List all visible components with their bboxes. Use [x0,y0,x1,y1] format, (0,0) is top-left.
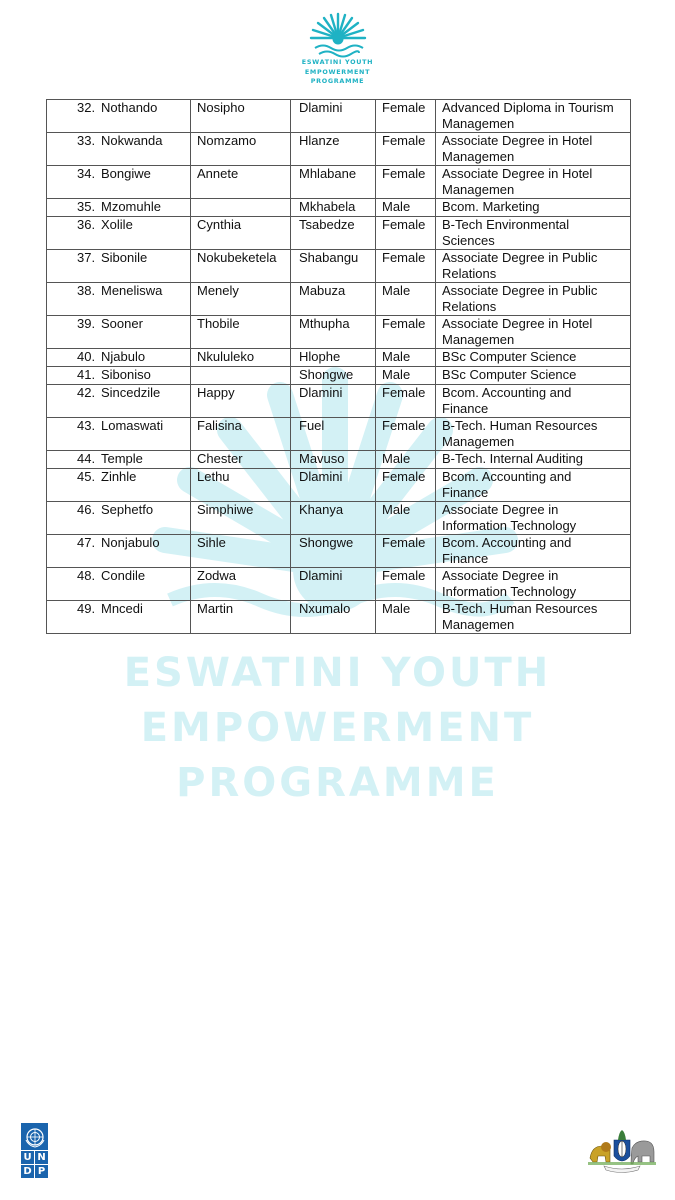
second-name: Zodwa [191,568,291,601]
second-name: Menely [191,283,291,316]
table-row [47,166,631,199]
table-row [47,568,631,601]
gender: Male [376,349,436,367]
first-name: Siboniso [101,367,151,382]
surname: Mhlabane [291,166,376,199]
surname: Nxumalo [291,601,376,634]
qualification-line-2: Managemen [442,332,515,347]
watermark-line-1: ESWATINI YOUTH [123,650,552,696]
qualification-line-1: Associate Degree in Hotel [442,316,593,331]
name-cell [47,283,191,316]
qualification-line-2: Relations [442,299,497,314]
gender: Female [376,568,436,601]
row-number: 37. [77,250,96,265]
first-name: Sibonile [101,250,148,265]
watermark-line-2: EMPOWERMENT [140,705,535,751]
surname: Dlamini [291,385,376,418]
surname: Mabuza [291,283,376,316]
second-name [191,199,291,217]
qualification [436,469,631,502]
qualification-line-1: Associate Degree in [442,502,559,517]
qualification-line-1: Associate Degree in [442,568,559,583]
surname: Hlophe [291,349,376,367]
qualification [436,451,631,469]
undp-letter-d: D [21,1165,34,1178]
undp-letter-n: N [35,1151,48,1164]
surname: Shongwe [291,367,376,385]
gender: Male [376,502,436,535]
qualification [436,166,631,199]
qualification-line-2: Managemen [442,617,515,632]
gender: Male [376,199,436,217]
name-cell [47,385,191,418]
name-cell [47,316,191,349]
qualification-line-2: Finance [442,551,489,566]
watermark-text [0,646,675,811]
qualification-line-2: Finance [442,485,489,500]
name-cell [47,502,191,535]
row-number: 46. [77,502,96,517]
gender: Female [376,100,436,133]
row-number: 49. [77,601,96,616]
first-name: Meneliswa [101,283,163,298]
qualification-line-1: Advanced Diploma in Tourism [442,100,614,115]
row-number: 38. [77,283,96,298]
qualification [436,601,631,634]
qualification-line-1: Bcom. Marketing [442,199,540,214]
qualification [436,367,631,385]
row-number: 48. [77,568,96,583]
qualification-line-1: Bcom. Accounting and [442,469,572,484]
name-cell [47,568,191,601]
gender: Female [376,217,436,250]
second-name: Nkululeko [191,349,291,367]
second-name: Lethu [191,469,291,502]
second-name: Annete [191,166,291,199]
qualification-line-1: B-Tech. Human Resources [442,418,598,433]
qualification [436,250,631,283]
name-cell [47,100,191,133]
qualification-line-2: Information Technology [442,584,577,599]
qualification-line-2: Managemen [442,149,515,164]
table-row [47,250,631,283]
qualification-line-2: Finance [442,401,489,416]
name-cell [47,418,191,451]
first-name: Nokwanda [101,133,163,148]
qualification-line-2: Managemen [442,182,515,197]
table-row [47,199,631,217]
qualification-line-1: BSc Computer Science [442,349,577,364]
second-name [191,367,291,385]
first-name: Sooner [101,316,143,331]
table-row [47,283,631,316]
surname: Shongwe [291,535,376,568]
name-cell [47,199,191,217]
name-cell [47,367,191,385]
second-name: Nosipho [191,100,291,133]
table-row [47,133,631,166]
qualification [436,418,631,451]
qualification-line-1: B-Tech Environmental [442,217,570,232]
qualification-line-1: Bcom. Accounting and [442,535,572,550]
first-name: Njabulo [101,349,146,364]
name-cell [47,250,191,283]
gender: Female [376,316,436,349]
gender: Female [376,535,436,568]
undp-letter-p: P [35,1165,48,1178]
qualification-line-1: B-Tech. Internal Auditing [442,451,583,466]
row-number: 45. [77,469,96,484]
qualification-line-2: Managemen [442,116,515,131]
row-number: 44. [77,451,96,466]
qualification-line-2: Sciences [442,233,495,248]
second-name: Chester [191,451,291,469]
qualification-line-1: Associate Degree in Hotel [442,166,593,181]
table-row [47,601,631,634]
second-name: Sihle [191,535,291,568]
qualification-line-1: Associate Degree in Public [442,283,598,298]
surname: Fuel [291,418,376,451]
gender: Female [376,469,436,502]
row-number: 35. [77,199,96,214]
second-name: Nomzamo [191,133,291,166]
row-number: 39. [77,316,96,331]
qualification [436,217,631,250]
surname: Dlamini [291,100,376,133]
table-row [47,502,631,535]
second-name: Falisina [191,418,291,451]
first-name: Xolile [101,217,133,232]
name-cell [47,349,191,367]
undp-logo [21,1123,48,1178]
table-row [47,367,631,385]
first-name: Bongiwe [101,166,151,181]
row-number: 47. [77,535,96,550]
table-row [47,418,631,451]
qualification-line-2: Information Technology [442,518,577,533]
second-name: Nokubeketela [191,250,291,283]
first-name: Condile [101,568,146,583]
row-number: 32. [77,100,96,115]
table-row [47,469,631,502]
row-number: 42. [77,385,96,400]
name-cell [47,217,191,250]
first-name: Nothando [101,100,158,115]
first-name: Mzomuhle [101,199,161,214]
logo-text-line-2: EMPOWERMENT [304,67,371,76]
table-row [47,451,631,469]
qualification [436,316,631,349]
surname: Khanya [291,502,376,535]
qualification-line-1: BSc Computer Science [442,367,577,382]
second-name: Martin [191,601,291,634]
first-name: Nonjabulo [101,535,160,550]
gender: Female [376,385,436,418]
surname: Hlanze [291,133,376,166]
name-cell [47,166,191,199]
qualification [436,133,631,166]
sunburst-icon [307,8,369,58]
first-name: Sincedzile [101,385,161,400]
qualification [436,535,631,568]
qualification-line-1: Associate Degree in Public [442,250,598,265]
surname: Mkhabela [291,199,376,217]
qualification [436,349,631,367]
surname: Tsabedze [291,217,376,250]
logo-text-line-3: PROGRAMME [310,77,365,85]
gender: Male [376,367,436,385]
qualification [436,283,631,316]
first-name: Lomaswati [101,418,164,433]
coat-of-arms-icon [586,1128,658,1174]
first-name: Temple [101,451,143,466]
row-number: 41. [77,367,96,382]
surname: Shabangu [291,250,376,283]
name-cell [47,451,191,469]
gender: Female [376,133,436,166]
table-row [47,100,631,133]
logo-text-line-1: ESWATINI YOUTH [301,58,374,66]
first-name: Zinhle [101,469,137,484]
row-number: 43. [77,418,96,433]
undp-letter-u: U [21,1151,34,1164]
second-name: Thobile [191,316,291,349]
gender: Male [376,601,436,634]
second-name: Happy [191,385,291,418]
un-emblem-icon [24,1126,46,1148]
row-number: 33. [77,133,96,148]
gender: Female [376,418,436,451]
qualification [436,568,631,601]
surname: Mthupha [291,316,376,349]
gender: Male [376,451,436,469]
gender: Male [376,283,436,316]
row-number: 40. [77,349,96,364]
surname: Mavuso [291,451,376,469]
gender: Female [376,250,436,283]
row-number: 36. [77,217,96,232]
surname: Dlamini [291,469,376,502]
first-name: Sephetfo [101,502,154,517]
beneficiary-table [46,99,631,634]
watermark-line-3: PROGRAMME [176,760,499,806]
gender: Female [376,166,436,199]
qualification-line-1: Bcom. Accounting and [442,385,572,400]
table-row [47,535,631,568]
name-cell [47,133,191,166]
first-name: Mncedi [101,601,143,616]
name-cell [47,535,191,568]
qualification [436,100,631,133]
name-cell [47,469,191,502]
table-row [47,349,631,367]
second-name: Simphiwe [191,502,291,535]
qualification-line-1: Associate Degree in Hotel [442,133,593,148]
table-row [47,316,631,349]
qualification [436,199,631,217]
qualification [436,385,631,418]
qualification-line-1: B-Tech. Human Resources [442,601,598,616]
surname: Dlamini [291,568,376,601]
qualification-line-2: Relations [442,266,497,281]
table-row [47,385,631,418]
qualification [436,502,631,535]
eyep-logo [0,8,675,87]
name-cell [47,601,191,634]
qualification-line-2: Managemen [442,434,515,449]
row-number: 34. [77,166,96,181]
second-name: Cynthia [191,217,291,250]
table-row [47,217,631,250]
